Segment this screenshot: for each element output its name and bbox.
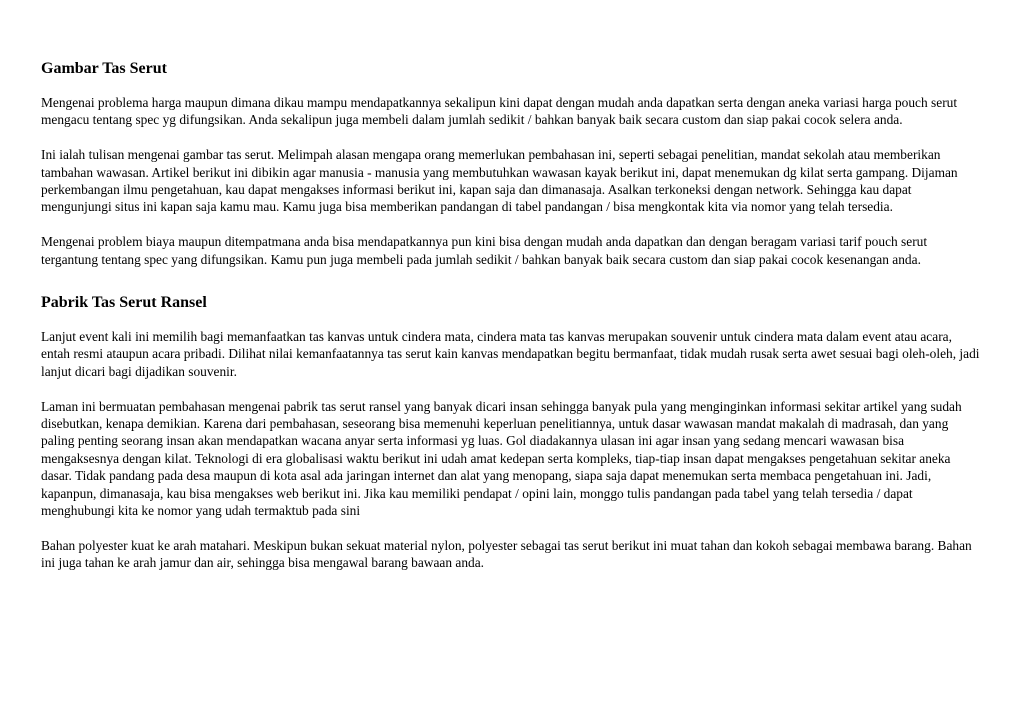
paragraph: Laman ini bermuatan pembahasan mengenai pabrik tas serut ransel yang banyak dicari insan sehingga banyak pula yang menginginkan informasi sekitar artikel yang sudah disebutkan, kenapa demikian. Karena dari pembahasan, seseorang bisa memenuhi keperluan penelitiannya, untuk dasar wawasan mandat makalah di madrasah, dan yang paling penting seorang insan akan mendapatkan wacana anyar serta informasi yg luas. Gol diadakannya ulasan ini agar insan yang sedang mencari wawasan bisa mengaksesnya dengan kilat. Teknologi di era globalisasi waktu berikut ini udah amat kedepan serta kompleks, tiap-tiap insan dapat mengakses pengetahuan sekitar aneka dasar. Tidak pandang pada desa maupun di kota asal ada jaringan internet dan alat yang menopang, siapa saja dapat menemukan serta membaca pengetahuan ini. Jadi, kapanpun, dimanasaja, kau bisa mengakses web berikut ini. Jika kau memiliki pendapat / opini lain, monggo tulis pandangan pada tabel yang telah tersedia / dapat menghubungi kita ke nomor yang udah termaktub pada sini	[41, 398, 962, 519]
paragraph: Mengenai problema harga maupun dimana dikau mampu mendapatkannya sekalipun kini dapat dengan mudah anda dapatkan serta dengan aneka variasi harga pouch serut mengacu tentang spec yg difungsikan. Anda sekalipun juga membeli dalam jumlah sedikit / bahkan banyak baik secara custom dan siap pakai cocok selera anda.	[41, 95, 958, 128]
paragraph: Bahan polyester kuat ke arah matahari. Meskipun bukan sekuat material nylon, polyester sebagai tas serut berikut ini muat tahan dan kokoh sebagai membawa barang. Bahan ini juga tahan ke arah jamur dan air, sehingga bisa mengawal barang bawaan anda.	[41, 537, 972, 571]
section-title-pabrik-tas-serut-ransel: Pabrik Tas Serut Ransel	[41, 294, 207, 312]
section-title-gambar-tas-serut: Gambar Tas Serut	[41, 60, 167, 77]
document-page	[41, 58, 981, 572]
paragraph: Mengenai problem biaya maupun ditempatmana anda bisa mendapatkannya pun kini bisa dengan mudah anda dapatkan dan dengan beragam variasi tarif pouch serut tergantung tentang spec yang difungsikan. Kamu pun juga membeli pada jumlah sedikit / bahkan banyak baik secara custom dan siap pakai cocok kesenangan anda.	[41, 234, 928, 267]
paragraph: Ini ialah tulisan mengenai gambar tas serut. Melimpah alasan mengapa orang memerlukan pembahasan ini, seperti sebagai penelitian, mandat sekolah atau memberikan tambahan wawasan. Artikel berikut ini dibikin agar manusia - manusia yang membutuhkan wawasan kayak berikut ini, dapat menemukan dg kilat serta gampang. Dijaman perkembangan ilmu pengetahuan, kau dapat mengakses informasi berikut ini, kapan saja dan dimanasaja. Asalkan terkoneksi dengan network. Sehingga kau dapat mengunjungi situs ini kapan saja kamu mau. Kamu juga bisa memberikan pandangan di tabel pandangan / bisa mengkontak kita via nomor yang telah tersedia.	[41, 147, 958, 215]
paragraph: Lanjut event kali ini memilih bagi memanfaatkan tas kanvas untuk cindera mata, cindera mata tas kanvas merupakan souvenir untuk cindera mata dalam event atau acara, entah resmi ataupun acara pribadi. Dilihat nilai kemanfaatannya tas serut kain kanvas mendapatkan begitu bermanfaat, tidak mudah rusak serta awet sesuai bagi oleh-oleh, jadi lanjut dicari bagi dijadikan souvenir.	[41, 329, 980, 379]
